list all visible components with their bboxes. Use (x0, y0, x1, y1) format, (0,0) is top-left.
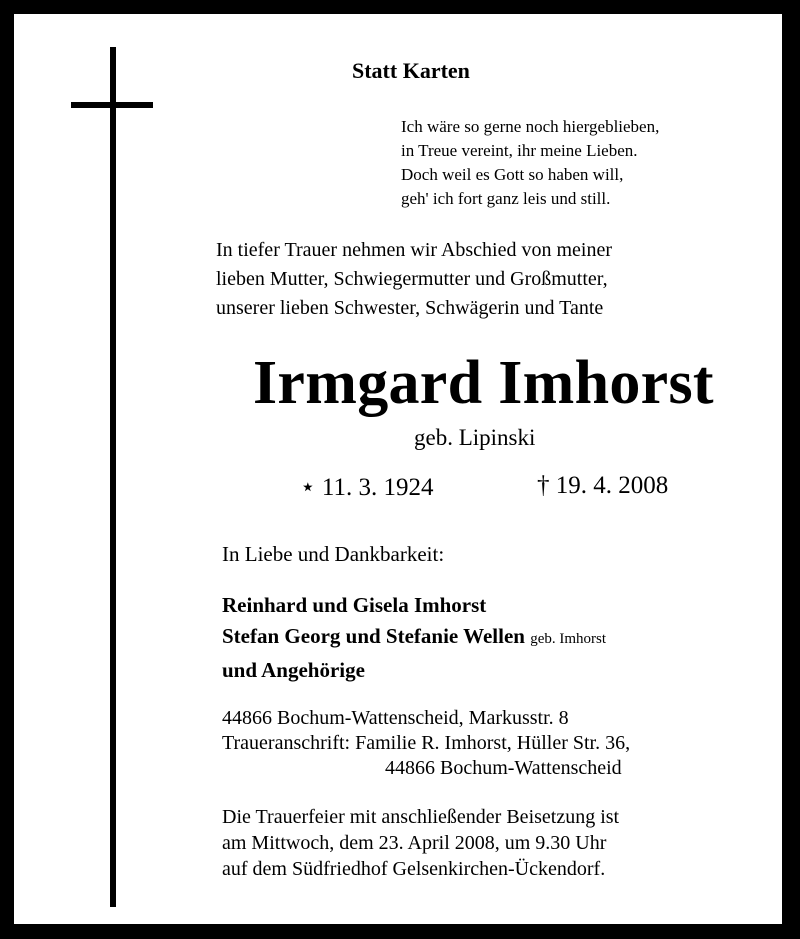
intro-line: In tiefer Trauer nehmen wir Abschied von meiner (216, 239, 613, 261)
cross-icon-bar (71, 102, 153, 108)
poem-line: in Treue vereint, ihr meine Lieben. (401, 141, 638, 160)
mourner-name: und Angehörige (222, 658, 365, 682)
intro-line: unserer lieben Schwester, Schwägerin und Tante (216, 297, 604, 319)
death-date: † 19. 4. 2008 (537, 472, 669, 499)
address-line: 44866 Bochum-Wattenscheid (385, 757, 622, 779)
deceased-name: Irmgard Imhorst (253, 349, 714, 417)
notice-heading: Statt Karten (352, 58, 470, 83)
birth-name: geb. Lipinski (414, 425, 536, 450)
mourner-row (222, 621, 606, 655)
intro-text (216, 236, 612, 323)
birth-date: ⋆ 11. 3. 1924 (300, 474, 434, 501)
mourners-list (222, 590, 606, 686)
mourner-name: Stefan Georg und Stefanie Wellen (222, 624, 525, 648)
address-block (222, 706, 630, 781)
cross-icon (110, 47, 116, 907)
funeral-info (222, 804, 619, 882)
address-line: 44866 Bochum-Wattenscheid, Markusstr. 8 (222, 707, 569, 729)
poem-line: geh' ich fort ganz leis und still. (401, 189, 611, 208)
funeral-line: am Mittwoch, dem 23. April 2008, um 9.30 Uhr (222, 832, 607, 854)
funeral-line: auf dem Südfriedhof Gelsenkirchen-Ückendorf. (222, 858, 606, 880)
mourner-note: geb. Imhorst (530, 631, 607, 647)
poem (401, 115, 659, 211)
funeral-line: Die Trauerfeier mit anschließender Beisetzung ist (222, 806, 620, 828)
intro-line: lieben Mutter, Schwiegermutter und Großmutter, (216, 268, 608, 290)
poem-line: Ich wäre so gerne noch hiergeblieben, (401, 117, 660, 136)
mourner-name: Reinhard und Gisela Imhorst (222, 593, 487, 617)
poem-line: Doch weil es Gott so haben will, (401, 165, 624, 184)
obituary-notice (14, 14, 782, 924)
address-line: Traueranschrift: Familie R. Imhorst, Hüller Str. 36, (222, 732, 631, 754)
closing-line: In Liebe und Dankbarkeit: (222, 542, 445, 566)
